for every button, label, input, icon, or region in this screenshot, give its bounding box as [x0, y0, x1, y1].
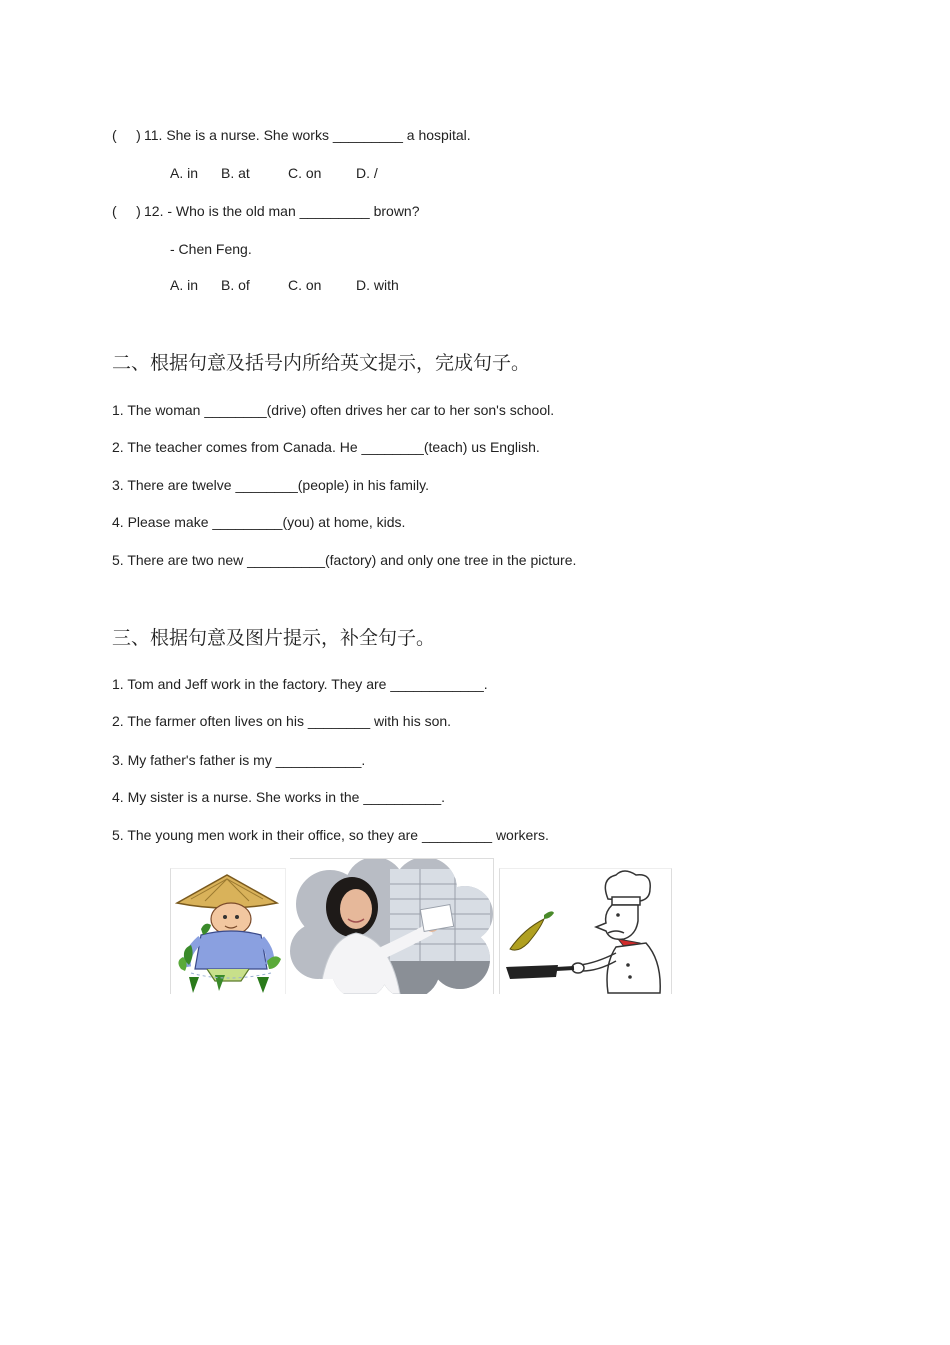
q11-text: 11. She is a nurse. She works _________ a hospital. — [144, 127, 471, 143]
q12-answer-line: - Chen Feng. — [170, 241, 252, 257]
q12-text: 12. - Who is the old man _________ brown? — [144, 203, 420, 219]
q12-option-a: A. in — [170, 277, 199, 293]
q12-bracket: ( ) — [112, 203, 141, 219]
section3-item-2: 2. The farmer often lives on his ________ with his son. — [112, 713, 452, 729]
section3-heading: 三、根据句意及图片提示，补全句子。 — [112, 627, 436, 649]
section3-item-1: 1. Tom and Jeff work in the factory. They are ____________. — [112, 676, 488, 692]
section3-item-5: 5. The young men work in their office, so they are _________ workers. — [112, 827, 549, 843]
q11-option-a: A. in — [170, 165, 199, 181]
q12-option-b: B. of — [221, 277, 250, 293]
section2-item-5: 5. There are two new __________(factory) and only one tree in the picture. — [112, 552, 577, 568]
q12-option-d: D. with — [356, 277, 399, 293]
section2-item-4: 4. Please make _________(you) at home, kids. — [112, 514, 406, 530]
section2-item-3: 3. There are twelve ________(people) in his family. — [112, 477, 429, 493]
section2-item-1: 1. The woman ________(drive) often drives her car to her son's school. — [112, 402, 555, 418]
section2-item-2: 2. The teacher comes from Canada. He ________(teach) us English. — [112, 439, 540, 455]
section2-heading: 二、根据句意及括号内所给英文提示，完成句子。 — [112, 352, 531, 374]
q11-option-c: C. on — [288, 165, 322, 181]
section3-item-4: 4. My sister is a nurse. She works in the __________. — [112, 789, 446, 805]
office-worker-picture — [290, 858, 494, 994]
section3-item-3: 3. My father's father is my ___________. — [112, 752, 366, 768]
q11-option-d: D. / — [356, 165, 378, 181]
q11-option-b: B. at — [221, 165, 250, 181]
farmer-picture — [170, 868, 286, 994]
q11-bracket: ( ) — [112, 127, 141, 143]
q12-option-c: C. on — [288, 277, 322, 293]
cook-picture — [499, 868, 672, 994]
